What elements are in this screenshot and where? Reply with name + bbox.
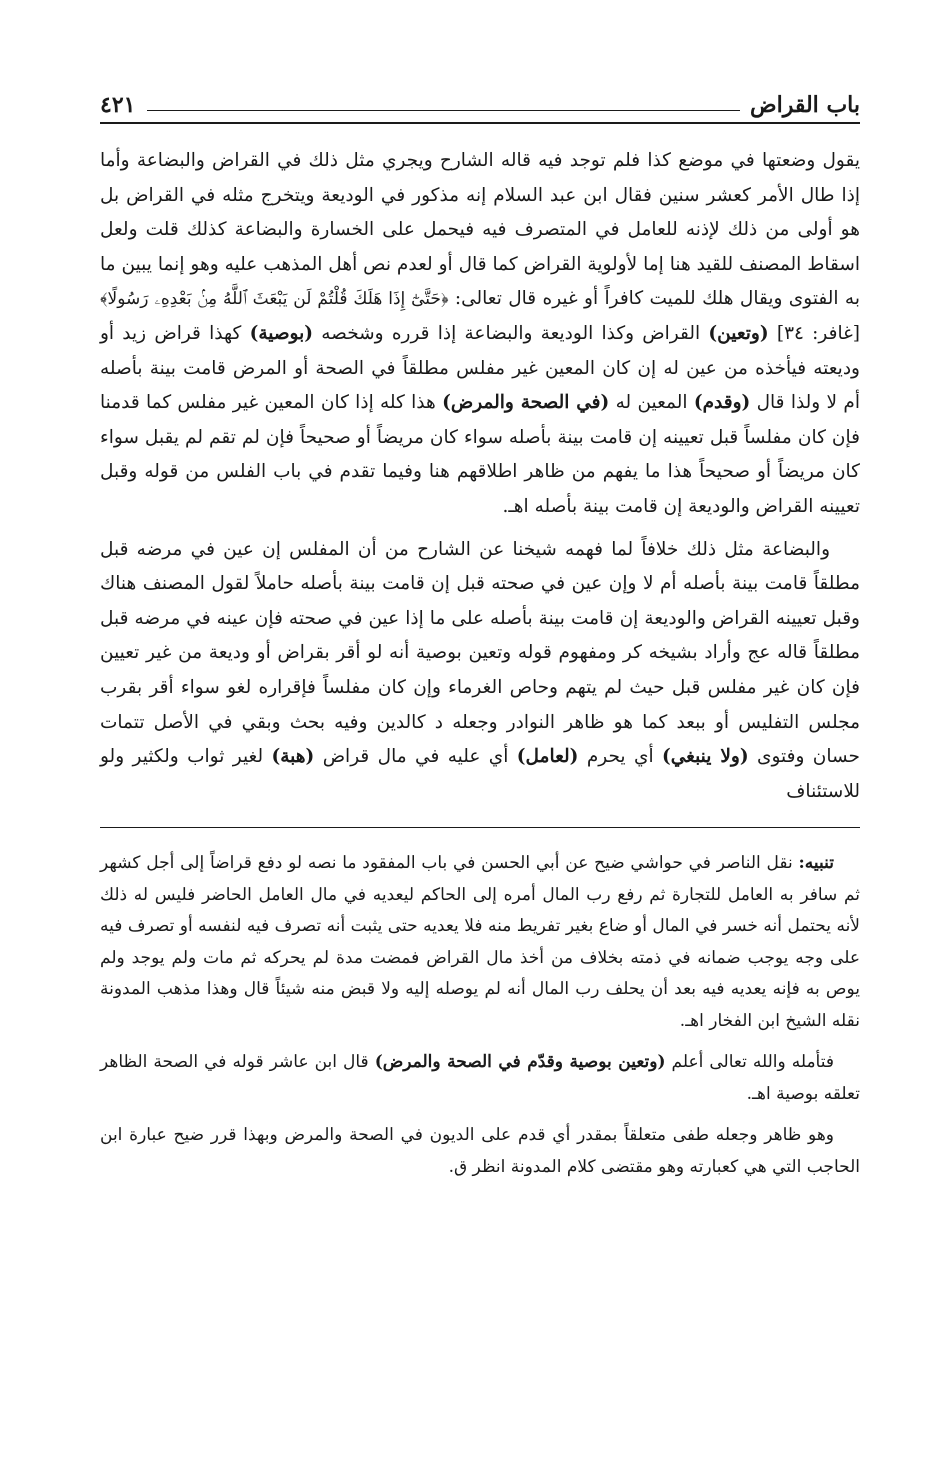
text-run: القراض وكذا الوديعة والبضاعة إذا قرره وشخصه: [321, 322, 701, 344]
footnote-lead: تنبيه:: [798, 853, 834, 874]
text-run: أي عليه في مال قراض: [322, 746, 509, 768]
footnote-text: قال ابن عاشر قوله في الصحة الظاهر تعلقه بوصية اهـ.: [100, 1052, 860, 1104]
running-header: [100, 78, 860, 118]
footnote-2: [100, 1047, 860, 1110]
matn-term: (بوصية): [249, 322, 314, 344]
footnote-text: وهو ظاهر وجعله طفى متعلقاً بمقدر أي قدم على الديون في الصحة والمرض وبهذا قرر ضيح عبارة ابن الحاجب التي هي كعبارته وهو مقتضى كلام المدونة انظر ق.: [100, 1125, 860, 1177]
text-run: أي يحرم: [586, 746, 654, 768]
main-text: [100, 144, 860, 809]
text-run: يقول وضعتها في موضع كذا فلم توجد فيه قاله الشارح ويجري مثل ذلك في القراض والبضاعة وأما إذا طال الأمر كعشر سنين فقال ابن عبد السلام إنه مذكور في الوديعة ويتخرج مثله في القراض بل هو أولى من ذلك لإذنه للعامل في المتصرف فيه فيحمل على الخسارة والبضاعة كذلك قلت ولعل اسقاط المصنف للقيد هنا إما لأولوية القراض كما قال أو لعدم نص أهل المذهب عليه وهو إنما يبين ما به الفتوى ويقال هلك للميت كافراً أو غيره قال تعالى:: [100, 150, 860, 310]
footnote-text: فتأمله والله تعالى أعلم: [671, 1052, 834, 1073]
verse-reference: [غافر: ٣٤]: [776, 322, 860, 344]
text-run: كهذا قراض زيد أو وديعته فيأخذه من عين له إن كان المعين غير مفلس مطلقاً في الصحة أو المرض قامت بينة بأصله أم لا ولذا قال: [100, 322, 860, 414]
footnote-text: نقل الناصر في حواشي ضيح عن أبي الحسن في باب المفقود ما نصه لو دفع قراضاً إلى أجل كشهر ثم سافر به العامل للتجارة ثم رفع رب المال أمره إلى الحاكم ليعديه في مال العامل الحاضر فليس له ذلك لأنه يحتمل أنه خسر في المال أو ضاع بغير تفريط منه فلا يعديه حتى يثبت أنه تصرف فيه لنفسه أو تصرف فيه على وجه يوجب ضمانه في ذمته بخلاف من أخذ مال القراض فمضت مدة لم يحركه ثم مات ولم يوجد ولم يوص به فإنه يعديه فيه بعد أن يحلف رب المال أنه لم يوصله إليه ولا قبض منه شيئاً قال وهذا مذهب المدونة نقله الشيخ ابن الفخار اهـ.: [100, 853, 860, 1031]
footnote-3: [100, 1120, 860, 1183]
paragraph-2: [100, 533, 860, 810]
paragraph-1: [100, 144, 860, 525]
matn-term: (وتعين): [708, 322, 769, 344]
matn-term: (في الصحة والمرض): [442, 392, 610, 414]
header-rule: [147, 110, 740, 111]
page-number: ٤٢١: [100, 92, 136, 118]
text-run: لغير ثواب ولكثير ولو للاستئناف: [100, 746, 860, 802]
text-run: هذا كله إذا كان المعين غير مفلس كما قدمنا فإن كان مفلساً قبل تعيينه إن قامت بينة بأصله سواء كان مريضاً أو صحيحاً فإن لم تقم لم يقبل سواء كان مريضاً أو صحيحاً هذا ما يفهم من ظاهر اطلاقهم هنا وفيما تقدم في باب الفلس من قوله وقبل تعيينه القراض والوديعة إن قامت بينة بأصله اهـ.: [100, 392, 860, 517]
text-run: والبضاعة مثل ذلك خلافاً لما فهمه شيخنا عن الشارح من أن المفلس إن عين في مرضه قبل مطلقاً قامت بينة بأصله أم لا وإن عين في صحته قبل إن قامت بينة بأصله حاملاً لقول المصنف هناك وقبل تعيينه القراض والوديعة إن قامت بينة بأصله على ما إذا عين في صحته فإن عينه في مرضه قبل مطلقاً قاله عج وأراد بشيخه كر ومفهوم قوله وتعين بوصية أنه لو أقر بقراض أو وديعة من غير تعيين فإن كان غير مفلس قبل حيث لم يتهم وحاص الغرماء وإن كان مفلساً فإقراره لغو سواء أقر بقرب مجلس التفليس أو ببعد كما هو ظاهر النوادر وجعله د كالدين وفيه بحث وبقي في الأصل تتمات حسان وفتوى: [100, 538, 860, 768]
matn-term: (وقدم): [693, 392, 751, 414]
footnote-term: (وتعين بوصية وقدّم في الصحة والمرض): [374, 1052, 666, 1073]
matn-term: (ولا ينبغي): [662, 746, 749, 768]
matn-term: (لعامل): [516, 746, 579, 768]
footnote-1: [100, 848, 860, 1037]
header-bottom-rule: [100, 122, 860, 124]
text-run: المعين له: [615, 392, 688, 414]
footnote-separator: [100, 827, 860, 828]
footnotes: [100, 848, 860, 1183]
chapter-title: باب القراض: [750, 92, 860, 118]
quran-verse: ﴿حَتَّىٰٓ إِذَا هَلَكَ قُلْتُمْ لَن يَبْعَثَ ٱللَّهُ مِنۢ بَعْدِهِۦ رَسُولًا﴾: [100, 289, 449, 310]
matn-term: (هبة): [271, 746, 315, 768]
book-page: [100, 78, 860, 1183]
